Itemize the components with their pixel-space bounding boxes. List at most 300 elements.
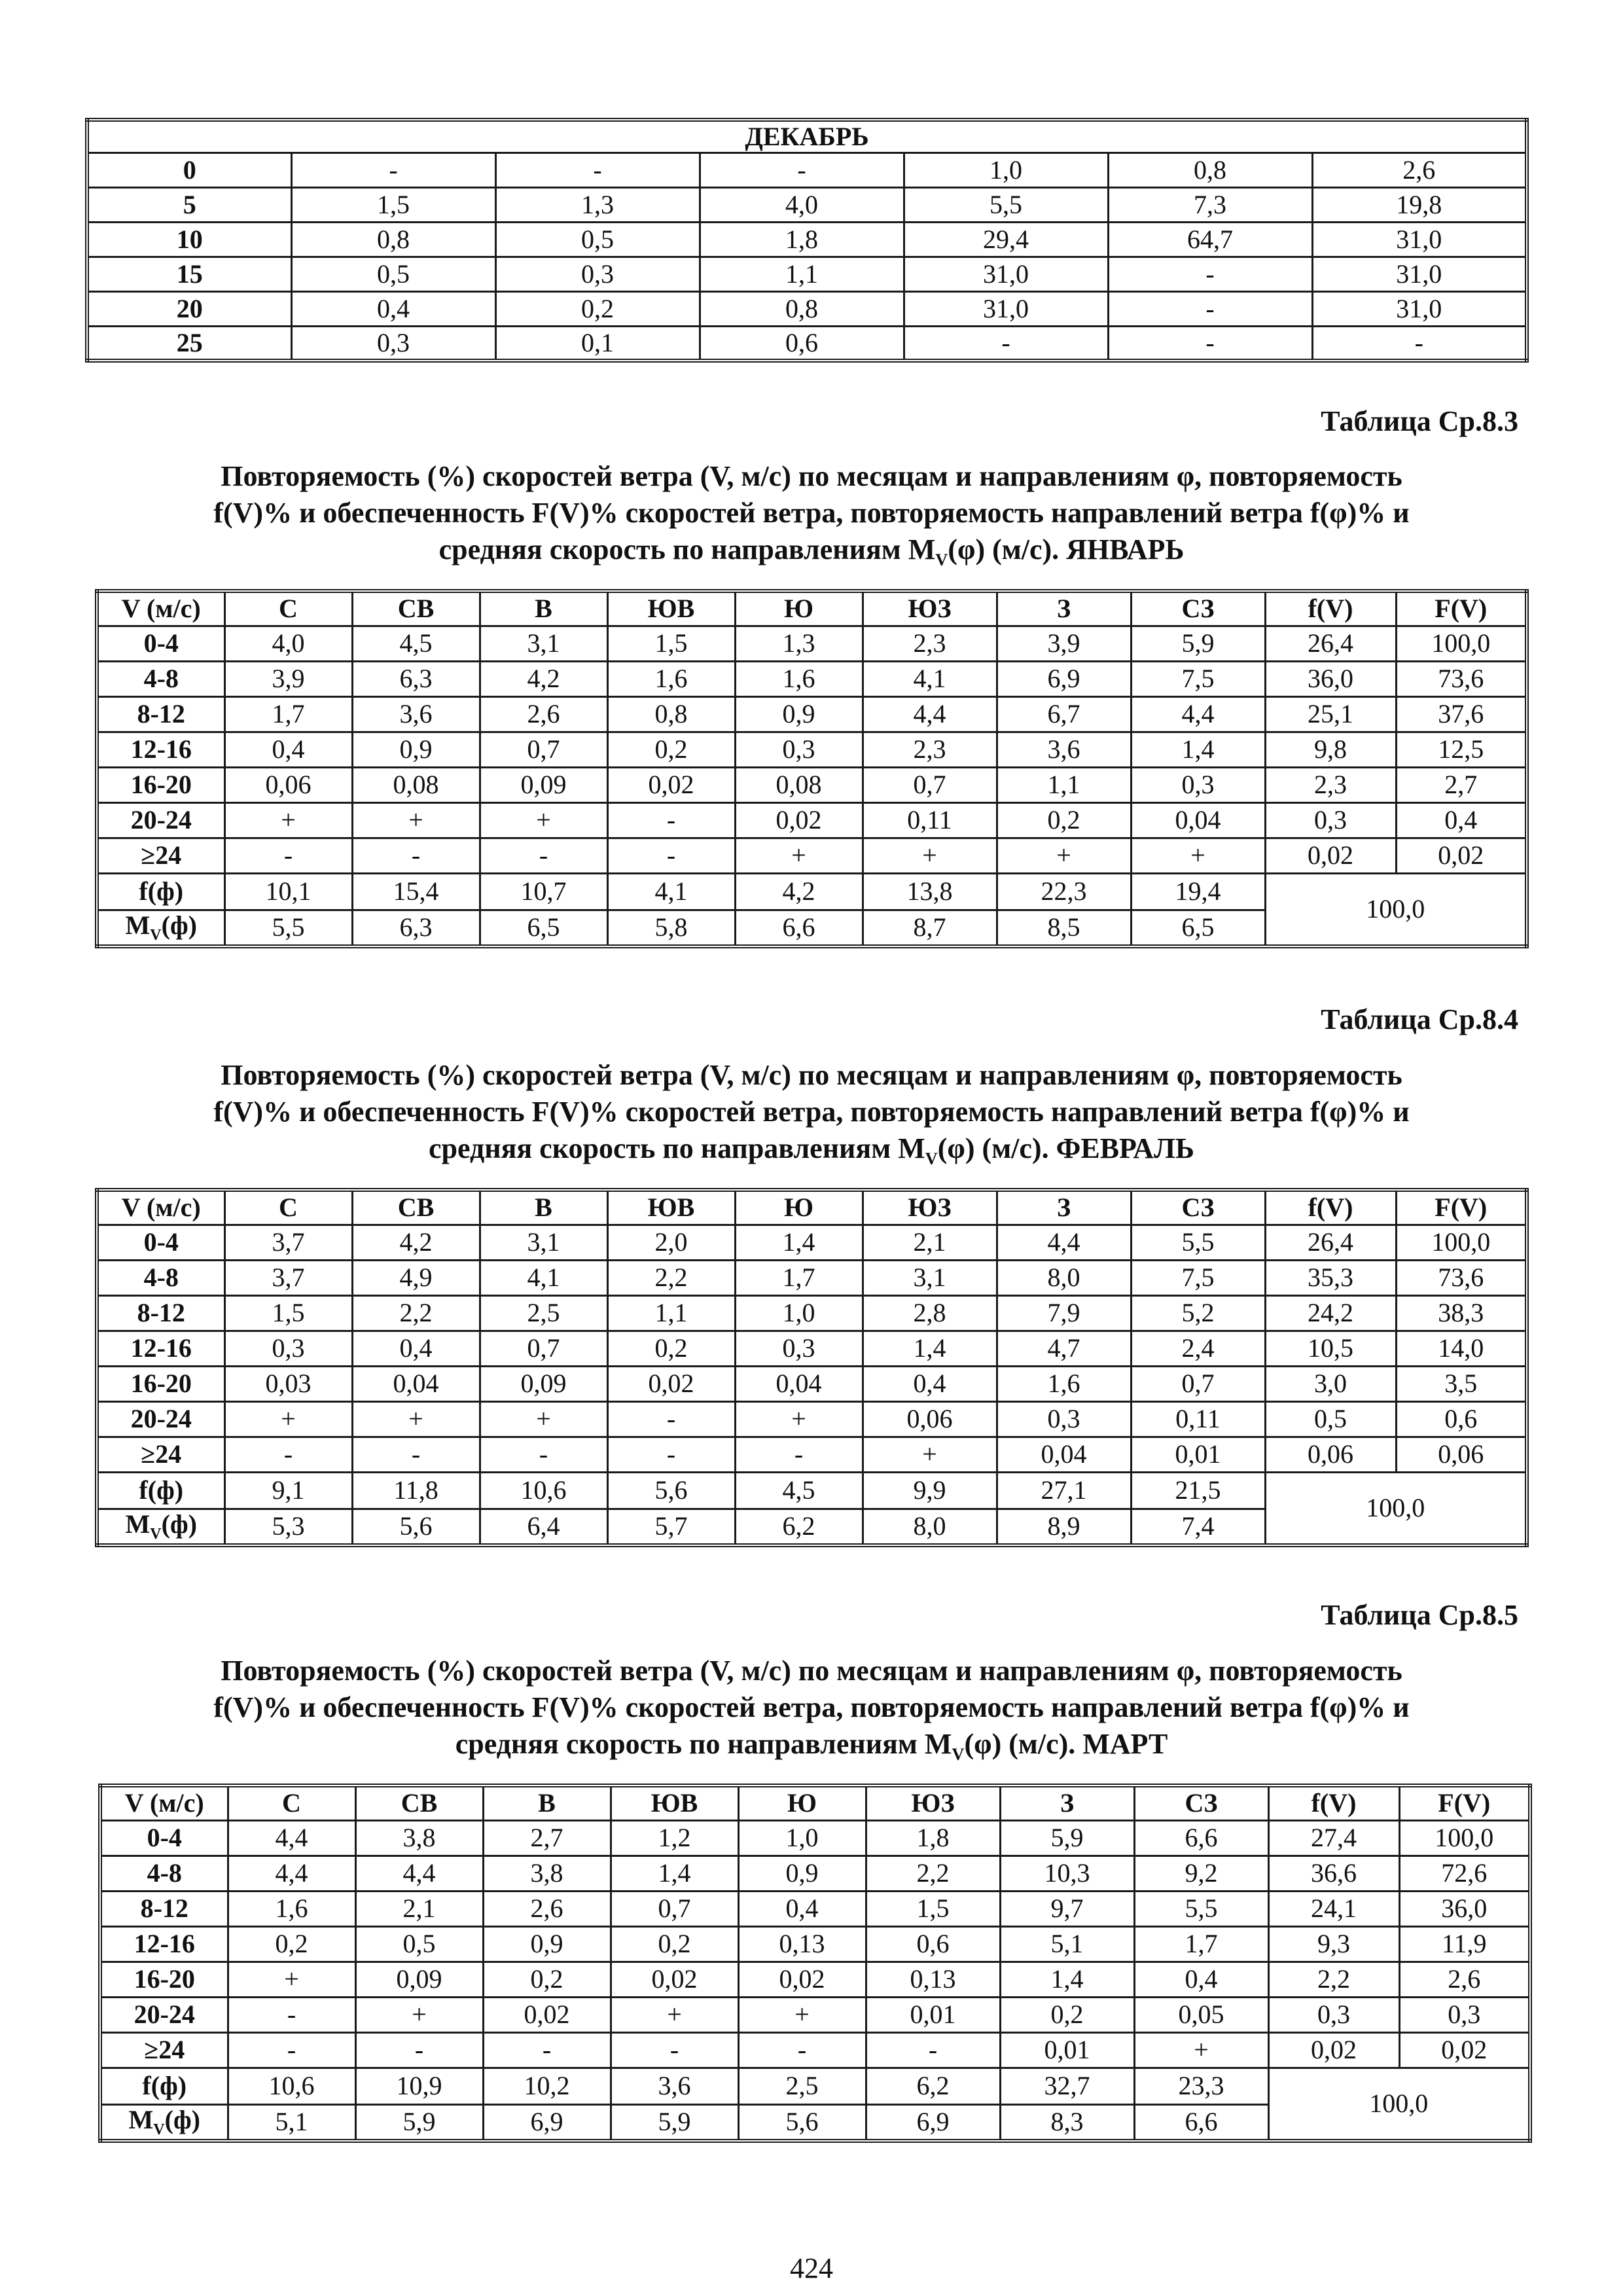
table-cell: 5,9 [355, 2104, 483, 2141]
column-header: ЮВ [607, 1190, 735, 1225]
row-header-cell: 5 [87, 187, 291, 222]
table-cell: 4,1 [607, 873, 735, 910]
row-header-cell: 8-12 [97, 1295, 224, 1331]
column-header: СВ [352, 1190, 480, 1225]
column-header: С [224, 591, 352, 626]
table-cell: 6,9 [483, 2104, 611, 2141]
table-cell: 6,9 [997, 661, 1131, 696]
table-cell: 14,0 [1396, 1331, 1527, 1366]
column-header: f(V) [1265, 591, 1396, 626]
table-cell: 2,2 [607, 1260, 735, 1295]
table-cell: 1,8 [700, 222, 904, 257]
column-header: В [483, 1785, 611, 1820]
table-row [100, 1891, 1530, 1926]
table-cell: 0,7 [611, 1891, 738, 1926]
caption-line: средняя скорость по направлениям $M_V(\varphi)$ (м/с). ФЕВРАЛЬ [429, 1132, 1194, 1168]
table-row [100, 1820, 1530, 1856]
direction-frequency-row [97, 1472, 1527, 1509]
table-cell: 2,2 [352, 1295, 480, 1331]
table-row [100, 1926, 1530, 1962]
table-cell: 19,8 [1312, 187, 1527, 222]
table-cell: - [735, 1437, 863, 1472]
table-cell: 0,02 [483, 1997, 611, 2032]
table-cell: 0,4 [738, 1891, 866, 1926]
row-header-cell: 8-12 [100, 1891, 228, 1926]
column-header: F(V) [1399, 1785, 1530, 1820]
table-cell: 9,2 [1134, 1856, 1268, 1891]
total-cell: 100,0 [1268, 2068, 1530, 2141]
table-cell: 0,3 [735, 1331, 863, 1366]
table-cell: 0,02 [1396, 838, 1527, 873]
caption-line: средняя скорость по направлениям $M_V(\varphi)$ (м/с). МАРТ [455, 1728, 1168, 1764]
table-cell: 9,9 [863, 1472, 997, 1509]
table-row [100, 1962, 1530, 1997]
table-cell: 0,02 [1268, 2032, 1399, 2068]
table-cell: 73,6 [1396, 1260, 1527, 1295]
table-cell: 1,7 [735, 1260, 863, 1295]
table-cell: 5,6 [607, 1472, 735, 1509]
mean-speed-suffix: (ф) [164, 2104, 200, 2134]
table-row [97, 1225, 1527, 1260]
column-header: F(V) [1396, 591, 1527, 626]
table-cell: - [1108, 326, 1312, 361]
table-row [97, 802, 1527, 838]
table-cell: - [495, 152, 700, 187]
total-cell: 100,0 [1265, 1472, 1527, 1545]
table-cell: 0,3 [1268, 1997, 1399, 2032]
table-cell: 5,9 [1000, 1820, 1134, 1856]
table-cell: 31,0 [904, 257, 1108, 291]
column-header: f(V) [1268, 1785, 1399, 1820]
table-cell: 1,4 [1000, 1962, 1134, 1997]
table-cell: 11,8 [352, 1472, 480, 1509]
table-cell: 2,7 [483, 1820, 611, 1856]
caption-line: f(V)% и обеспеченность F(V)% скоростей ветра, повторяемость направлений ветра f(φ)% и [213, 497, 1410, 529]
table-row [97, 767, 1527, 802]
table-cell: 35,3 [1265, 1260, 1396, 1295]
table-cell: 7,5 [1131, 1260, 1265, 1295]
mean-speed-symbol: M [125, 1509, 151, 1539]
table-cell: 4,2 [352, 1225, 480, 1260]
table-cell: + [735, 1401, 863, 1437]
table-cell: 0,09 [480, 1366, 607, 1401]
table-cell: 3,6 [997, 732, 1131, 767]
table-row [87, 222, 1527, 257]
row-header-cell: ≥24 [97, 838, 224, 873]
column-header: ЮВ [607, 591, 735, 626]
table-cell: 0,04 [352, 1366, 480, 1401]
row-header-cell [97, 1509, 224, 1545]
column-header: З [997, 1190, 1131, 1225]
table-cell: 0,8 [607, 696, 735, 732]
table-cell: 0,3 [1399, 1997, 1530, 2032]
table-cell: - [1312, 326, 1527, 361]
table-cell: 5,5 [1134, 1891, 1268, 1926]
table-cell: 5,6 [352, 1509, 480, 1545]
table-cell: 3,9 [997, 626, 1131, 661]
table-cell: 6,2 [735, 1509, 863, 1545]
table-cell: - [1108, 257, 1312, 291]
table-row [100, 1997, 1530, 2032]
table-cell: 2,1 [863, 1225, 997, 1260]
header-row [97, 1190, 1527, 1225]
column-header: ЮЗ [866, 1785, 1000, 1820]
table-cell: 12,5 [1396, 732, 1527, 767]
table-cell: 21,5 [1131, 1472, 1265, 1509]
mean-speed-suffix: (ф) [161, 1509, 197, 1539]
table-cell: 22,3 [997, 873, 1131, 910]
table-cell: 31,0 [904, 291, 1108, 326]
table-label: Таблица Ср.8.3 [1321, 405, 1518, 437]
table-cell: 6,3 [352, 910, 480, 946]
table-cell: 0,4 [224, 732, 352, 767]
table-cell: 10,7 [480, 873, 607, 910]
row-header-cell: 12-16 [100, 1926, 228, 1962]
column-header: Ю [738, 1785, 866, 1820]
table-cell: 1,1 [607, 1295, 735, 1331]
table-row [97, 1331, 1527, 1366]
table-cell: 0,2 [997, 802, 1131, 838]
table-cell: 1,1 [700, 257, 904, 291]
table-row [87, 291, 1527, 326]
table-cell: 0,02 [738, 1962, 866, 1997]
table-cell: 27,1 [997, 1472, 1131, 1509]
table-cell: 0,4 [863, 1366, 997, 1401]
table-cell: 0,02 [735, 802, 863, 838]
table-cell: 24,1 [1268, 1891, 1399, 1926]
table-cell: 0,3 [735, 732, 863, 767]
table-cell: 0,01 [1000, 2032, 1134, 2068]
table-cell: 0,5 [1265, 1401, 1396, 1437]
table-cell: 1,3 [495, 187, 700, 222]
row-header-cell: 0-4 [97, 626, 224, 661]
table-cell: 4,4 [997, 1225, 1131, 1260]
table-row [97, 838, 1527, 873]
table-cell: 1,5 [291, 187, 495, 222]
table-cell: 0,7 [863, 767, 997, 802]
table-cell: 4,1 [480, 1260, 607, 1295]
table-cell: - [480, 1437, 607, 1472]
table-cell: + [480, 1401, 607, 1437]
caption-line: Повторяемость (%) скоростей ветра (V, м/с) по месяцам и направлениям φ, повторяемость [221, 1059, 1402, 1091]
table-cell: + [738, 1997, 866, 2032]
caption-line: Повторяемость (%) скоростей ветра (V, м/с) по месяцам и направлениям φ, повторяемость [221, 460, 1402, 492]
table-cell: - [228, 1997, 355, 2032]
table-cell: 6,7 [997, 696, 1131, 732]
table-cell: 10,1 [224, 873, 352, 910]
caption-line: f(V)% и обеспеченность F(V)% скоростей ветра, повторяемость направлений ветра f(φ)% и [213, 1096, 1410, 1128]
table-label: Таблица Ср.8.4 [1321, 1003, 1518, 1035]
table-cell: 5,5 [904, 187, 1108, 222]
mean-speed-subscript: V [153, 2121, 165, 2138]
table-cell: 0,3 [1265, 802, 1396, 838]
table-cell: 0,3 [997, 1401, 1131, 1437]
table-cell: 8,5 [997, 910, 1131, 946]
table-cell: 0,8 [1108, 152, 1312, 187]
table-cell: 1,5 [224, 1295, 352, 1331]
december-month-title: ДЕКАБРЬ [87, 120, 1527, 152]
table-cell: + [735, 838, 863, 873]
column-header: С [224, 1190, 352, 1225]
caption-line: Повторяемость (%) скоростей ветра (V, м/с) по месяцам и направлениям φ, повторяемость [221, 1655, 1402, 1687]
table-cell: 5,9 [611, 2104, 738, 2141]
table-cell: 0,2 [607, 1331, 735, 1366]
wind-table-january [95, 589, 1529, 948]
table-cell: 0,13 [866, 1962, 1000, 1997]
table-cell: 2,6 [480, 696, 607, 732]
row-header-cell: f(ф) [97, 873, 224, 910]
table-cell: 31,0 [1312, 222, 1527, 257]
table-cell: 0,1 [495, 326, 700, 361]
table-cell: 0,02 [607, 767, 735, 802]
table-cell: 5,8 [607, 910, 735, 946]
column-header: F(V) [1396, 1190, 1527, 1225]
table-cell: 1,4 [863, 1331, 997, 1366]
table-cell: 4,1 [863, 661, 997, 696]
row-header-cell: ≥24 [100, 2032, 228, 2068]
wind-table-march [98, 1784, 1532, 2143]
table-cell: 1,4 [611, 1856, 738, 1891]
table-cell: 2,8 [863, 1295, 997, 1331]
table-cell: 10,5 [1265, 1331, 1396, 1366]
table-row [87, 257, 1527, 291]
table-cell: + [224, 802, 352, 838]
table-cell: 1,6 [735, 661, 863, 696]
table-row [97, 732, 1527, 767]
table-cell: 2,3 [863, 732, 997, 767]
row-header-cell: 0 [87, 152, 291, 187]
table-cell: 6,5 [480, 910, 607, 946]
table-cell: 0,11 [863, 802, 997, 838]
table-row [87, 152, 1527, 187]
december-table [85, 118, 1529, 363]
table-cell: 26,4 [1265, 626, 1396, 661]
caption-line: f(V)% и обеспеченность F(V)% скоростей ветра, повторяемость направлений ветра f(φ)% и [213, 1691, 1410, 1723]
table-cell: + [228, 1962, 355, 1997]
table-cell: 2,3 [1265, 767, 1396, 802]
table-cell: 7,4 [1131, 1509, 1265, 1545]
table-cell: 0,08 [735, 767, 863, 802]
table-cell: 6,2 [866, 2068, 1000, 2104]
table-cell: 2,6 [1399, 1962, 1530, 1997]
table-cell: 0,3 [495, 257, 700, 291]
row-header-cell [97, 910, 224, 946]
table-cell: 3,1 [863, 1260, 997, 1295]
direction-frequency-row [97, 873, 1527, 910]
row-header-cell: 20-24 [100, 1997, 228, 2032]
table-cell: 0,11 [1131, 1401, 1265, 1437]
table-cell: 1,2 [611, 1820, 738, 1856]
table-cell: 3,8 [483, 1856, 611, 1891]
table-cell: 2,7 [1396, 767, 1527, 802]
table-cell: 0,04 [1131, 802, 1265, 838]
table-cell: 36,0 [1265, 661, 1396, 696]
table-cell: 6,5 [1131, 910, 1265, 946]
table-cell: 0,09 [480, 767, 607, 802]
table-cell: - [738, 2032, 866, 2068]
table-cell: 5,2 [1131, 1295, 1265, 1331]
table-cell: 10,2 [483, 2068, 611, 2104]
table-cell: 3,9 [224, 661, 352, 696]
table-cell: 3,1 [480, 626, 607, 661]
row-header-cell: f(ф) [100, 2068, 228, 2104]
table-cell: 4,4 [228, 1856, 355, 1891]
table-cell: 1,7 [1134, 1926, 1268, 1962]
table-cell: 0,13 [738, 1926, 866, 1962]
table-cell: 0,05 [1134, 1997, 1268, 2032]
table-cell: 0,8 [291, 222, 495, 257]
table-cell: 0,9 [738, 1856, 866, 1891]
table-cell: - [355, 2032, 483, 2068]
column-header: ЮВ [611, 1785, 738, 1820]
table-cell: 6,4 [480, 1509, 607, 1545]
column-header: Ю [735, 1190, 863, 1225]
column-header: В [480, 591, 607, 626]
row-header-cell: 20-24 [97, 802, 224, 838]
column-header: З [1000, 1785, 1134, 1820]
page-number: 424 [790, 2252, 833, 2284]
table-cell: 2,1 [355, 1891, 483, 1926]
table-cell: 0,2 [495, 291, 700, 326]
header-row [100, 1785, 1530, 1820]
table-cell: - [607, 1437, 735, 1472]
table-cell: 0,3 [1131, 767, 1265, 802]
table-cell: 0,7 [480, 1331, 607, 1366]
column-header: В [480, 1190, 607, 1225]
column-header: V (м/с) [100, 1785, 228, 1820]
table-cell: 0,2 [228, 1926, 355, 1962]
table-cell: - [1108, 291, 1312, 326]
table-cell: 0,2 [607, 732, 735, 767]
table-cell: 0,06 [1396, 1437, 1527, 1472]
table-cell: 4,2 [735, 873, 863, 910]
table-row [97, 1401, 1527, 1437]
table-cell: 1,6 [997, 1366, 1131, 1401]
table-cell: 2,3 [863, 626, 997, 661]
row-header-cell: 10 [87, 222, 291, 257]
table-cell: 5,9 [1131, 626, 1265, 661]
table-cell: 6,6 [1134, 2104, 1268, 2141]
table-cell: 11,9 [1399, 1926, 1530, 1962]
table-cell: + [352, 802, 480, 838]
table-cell: 3,0 [1265, 1366, 1396, 1401]
table-label: Таблица Ср.8.5 [1321, 1599, 1518, 1631]
table-cell: 100,0 [1399, 1820, 1530, 1856]
table-cell: 64,7 [1108, 222, 1312, 257]
table-cell: 36,6 [1268, 1856, 1399, 1891]
row-header-cell: 4-8 [100, 1856, 228, 1891]
table-cell: 5,5 [224, 910, 352, 946]
table-cell: 7,9 [997, 1295, 1131, 1331]
table-cell: 0,02 [607, 1366, 735, 1401]
table-cell: 2,2 [1268, 1962, 1399, 1997]
table-cell: 2,2 [866, 1856, 1000, 1891]
table-cell: + [863, 1437, 997, 1472]
table-cell: 0,7 [480, 732, 607, 767]
table-cell: 3,5 [1396, 1366, 1527, 1401]
table-cell: 0,7 [1131, 1366, 1265, 1401]
table-cell: 0,02 [611, 1962, 738, 1997]
table-cell: 0,09 [355, 1962, 483, 1997]
table-cell: 1,5 [866, 1891, 1000, 1926]
table-cell: 10,3 [1000, 1856, 1134, 1891]
table-cell: 8,9 [997, 1509, 1131, 1545]
caption-line: средняя скорость по направлениям $M_V(\varphi)$ (м/с). ЯНВАРЬ [438, 533, 1185, 569]
table-cell: 15,4 [352, 873, 480, 910]
table-cell: 6,6 [735, 910, 863, 946]
table-cell: - [700, 152, 904, 187]
table-cell: 0,8 [700, 291, 904, 326]
table-cell: 5,1 [228, 2104, 355, 2141]
table-cell: 0,02 [1265, 838, 1396, 873]
table-cell: - [483, 2032, 611, 2068]
table-cell: 4,7 [997, 1331, 1131, 1366]
table-cell: 0,3 [291, 326, 495, 361]
table-cell: 9,1 [224, 1472, 352, 1509]
table-cell: + [355, 1997, 483, 2032]
row-header-cell: 4-8 [97, 1260, 224, 1295]
table-cell: 4,4 [863, 696, 997, 732]
table-cell: 7,5 [1131, 661, 1265, 696]
table-cell: 26,4 [1265, 1225, 1396, 1260]
table-cell: - [480, 838, 607, 873]
table-row [100, 2032, 1530, 2068]
table-caption [85, 1653, 1538, 1772]
table-cell: + [1134, 2032, 1268, 2068]
table-row [87, 326, 1527, 361]
mean-speed-subscript: V [150, 1525, 162, 1543]
table-cell: 4,4 [228, 1820, 355, 1856]
row-header-cell: 0-4 [97, 1225, 224, 1260]
table-cell: 4,2 [480, 661, 607, 696]
table-cell: + [863, 838, 997, 873]
table-cell: 1,8 [866, 1820, 1000, 1856]
column-header: V (м/с) [97, 1190, 224, 1225]
table-cell: 4,4 [1131, 696, 1265, 732]
table-cell: 4,0 [224, 626, 352, 661]
row-header-cell: 25 [87, 326, 291, 361]
table-cell: 0,5 [495, 222, 700, 257]
table-cell: 3,8 [355, 1820, 483, 1856]
table-cell: 100,0 [1396, 626, 1527, 661]
table-cell: - [224, 838, 352, 873]
mean-speed-symbol: M [128, 2104, 154, 2134]
table-cell: 1,5 [607, 626, 735, 661]
column-header: СВ [352, 591, 480, 626]
table-cell: 0,06 [1265, 1437, 1396, 1472]
row-header-cell: 20-24 [97, 1401, 224, 1437]
column-header: С [228, 1785, 355, 1820]
table-cell: + [1131, 838, 1265, 873]
table-cell: 2,4 [1131, 1331, 1265, 1366]
row-header-cell [100, 2104, 228, 2141]
table-cell: 0,5 [355, 1926, 483, 1962]
table-cell: 8,7 [863, 910, 997, 946]
table-cell: 1,3 [735, 626, 863, 661]
table-cell: 0,04 [735, 1366, 863, 1401]
table-cell: - [866, 2032, 1000, 2068]
column-header: СЗ [1131, 1190, 1265, 1225]
column-header: ЮЗ [863, 1190, 997, 1225]
table-cell: 10,9 [355, 2068, 483, 2104]
table-cell: - [607, 838, 735, 873]
table-cell: 0,2 [483, 1962, 611, 1997]
table-cell: 0,4 [1396, 802, 1527, 838]
table-cell: 19,4 [1131, 873, 1265, 910]
row-header-cell: 16-20 [100, 1962, 228, 1997]
column-header: СЗ [1131, 591, 1265, 626]
table-cell: 13,8 [863, 873, 997, 910]
